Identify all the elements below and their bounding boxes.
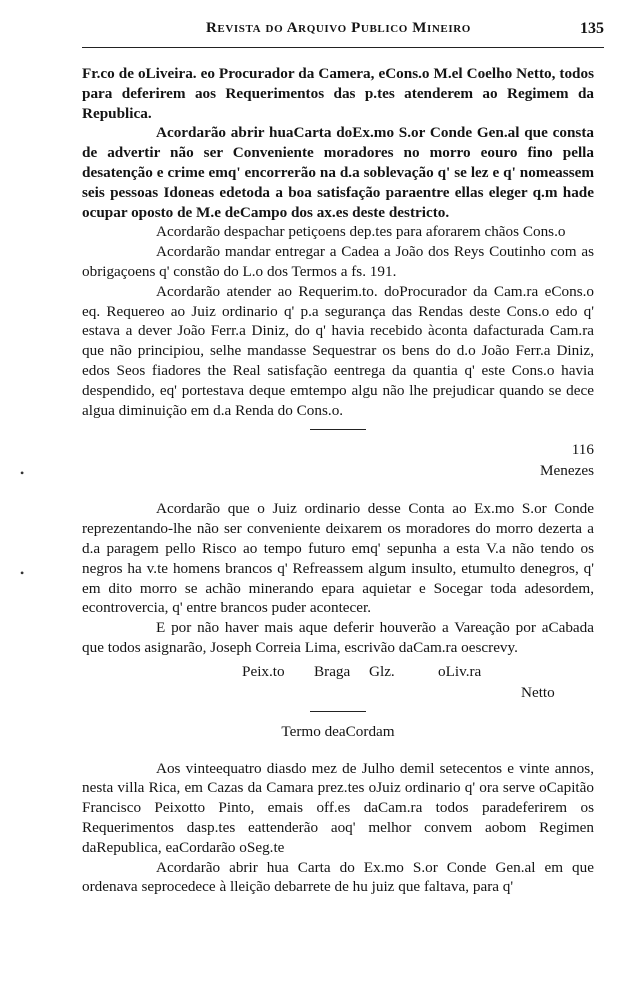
entry-number: 116 [571, 441, 594, 459]
paragraph: Fr.co de oLiveira. eo Procurador da Camera, eCons.o M.el Coelho Netto, todos para deferirem aos Requerimentos das p.tes atenderem ao Regimem da Republica. [82, 65, 594, 122]
entry-name: Menezes [540, 462, 594, 480]
document-body [82, 64, 594, 897]
journal-title: Revista do Arquivo Publico Mineiro [206, 20, 471, 36]
signature: Netto [521, 683, 555, 701]
section-separator [310, 711, 366, 712]
signature: Glz. [369, 662, 395, 680]
termo-heading: Termo deaCordam [281, 722, 395, 740]
paragraph: E por não haver mais aque deferir houverão a Vareação por aCabada que todos asignarão, Joseph Correia Lima, escrivão daCam.ra oescrevy. [82, 619, 594, 656]
signature: Braga [314, 662, 351, 680]
margin-mark: • [20, 566, 25, 580]
section-separator [310, 429, 366, 430]
paragraph: Acordarão atender ao Requerim.to. doProcurador da Cam.ra eCons.o eq. Requereo ao Juiz ordinario q' p.a segurança das Rendas deste Cons.o edo q' estava a dever João Ferr.a Diniz, do q' havia recebido àconta dafacturada Cam.ra que não principiou, selhe mandasse Sequestrar os bens do d.o João Ferr.a Diniz, edos Seos fiadores the Real satisfação eentrega da quantia q' este Cons.o havia despendido, eq' portestava deque emtempo algu não lhe prejudicar quando se dece algua diminuição em d.a Renda do Cons.o. [82, 282, 594, 419]
header-rule [82, 47, 604, 48]
page-number: 135 [580, 20, 604, 37]
signature: oLiv.ra [438, 662, 482, 680]
paragraph: Acordarão abrir hua Carta do Ex.mo S.or Conde Gen.al em que ordenava seprocedece à lleição debarrete de hu juiz que faltava, para q' [82, 858, 594, 896]
paragraph: Aos vinteequatro diasdo mez de Julho demil setecentos e vinte annos, nesta villa Rica, em Cazas da Camara prez.tes oJuiz ordinario q' ora serve oCapitão Francisco Peixotto Pinto, emais off.es daCam.ra todos paradeferirem os Requerimentos dasp.tes eattenderão aoq' melhor convem aobom Regimen daRepublica, eaCordarão oSeg.te [82, 759, 594, 856]
page-header [82, 20, 604, 46]
signatures [82, 658, 594, 702]
paragraph: Acordarão despachar petiçoens dep.tes para aforarem chãos Cons.o [156, 223, 566, 241]
paragraph: Acordarão abrir huaCarta doEx.mo S.or Conde Gen.al que consta de advertir não ser Conveniente moradores no morro eouro fino pella desatenção e crime emq' encorrerão na d.a soblevação q' se lez e q' nomeassem seis pessoas Idoneas edetoda a boa satisfação paraentre ellas eleger q.m hade ocupar oposto de M.e deCampo dos ax.es deste destricto. [82, 124, 594, 221]
signature: Peix.to [242, 662, 285, 680]
entry-heading [82, 439, 594, 481]
paragraph: Acordarão mandar entregar a Cadea a João dos Reys Coutinho com as obrigaçoens q' constão do L.o dos Termos a fs. 191. [82, 243, 594, 280]
margin-mark: • [20, 466, 25, 480]
paragraph: Acordarão que o Juiz ordinario desse Conta ao Ex.mo S.or Conde reprezentando-lhe não ser conveniente deixarem os moradores do morro dezerta a d.a paragem pello Risco ao tempo futuro emq' sepunha a esta V.a não tendo os negros ha v.te homens brancos q' Refreassem algum insulto, etumulto denegros, q' em dito morro se achão minerando epara aquietar e Socegar toda adesordem, econtrovercia, q' entre brancos puder acontecer. [82, 500, 594, 617]
